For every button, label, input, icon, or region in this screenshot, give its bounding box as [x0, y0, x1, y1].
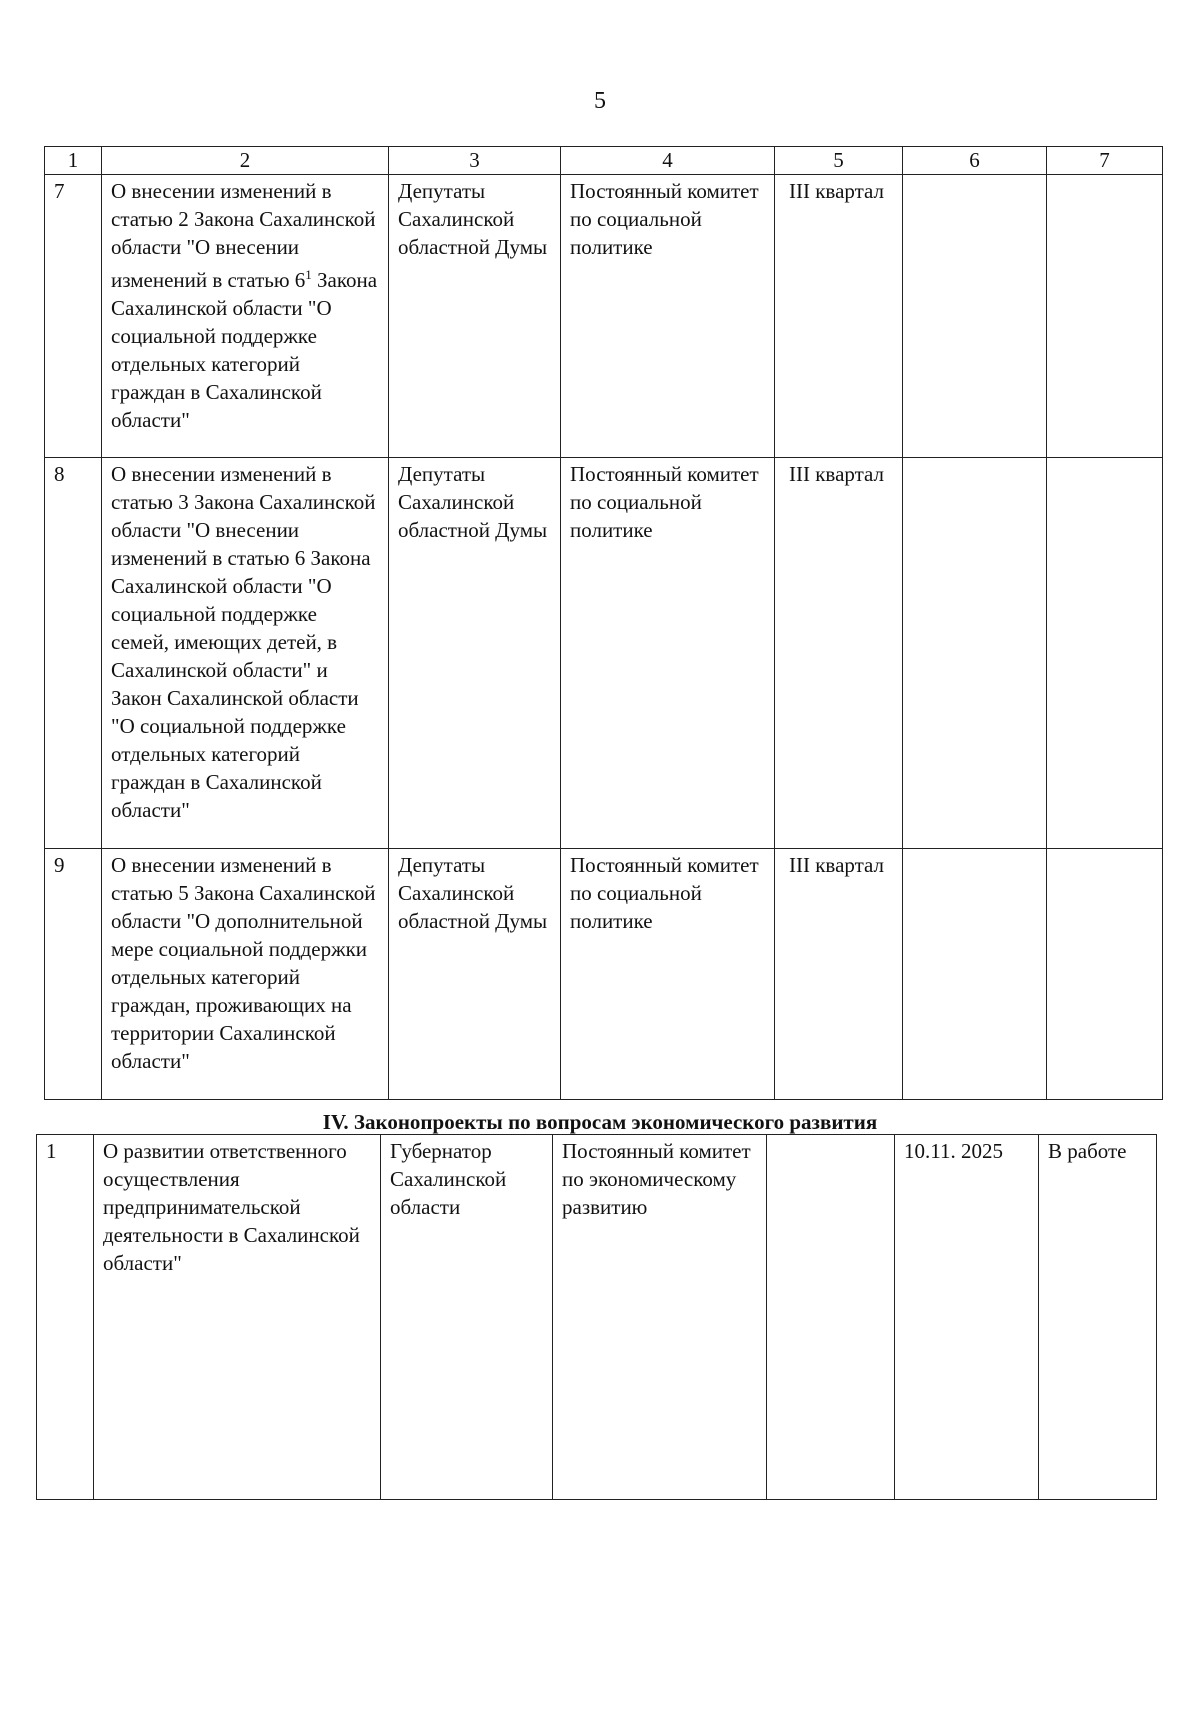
header-cell: 6 — [903, 147, 1047, 175]
table-row — [45, 849, 1163, 1100]
row-number: 7 — [45, 175, 102, 458]
economic-bills-table — [36, 1134, 1157, 1500]
status — [1047, 849, 1163, 1100]
row-number: 8 — [45, 458, 102, 849]
date — [903, 849, 1047, 1100]
date — [903, 458, 1047, 849]
committee: Постоянный комитет по социальной политике — [561, 458, 775, 849]
bill-title: О внесении изменений в статью 3 Закона Сахалинской области "О внесении изменений в статью 6 Закона Сахалинской области "О социальной поддержке семей, имеющих детей, в Сахалинской области" и Закон Сахалинской области "О социальной поддержке отдельных категорий граждан в Сахалинской области" — [102, 458, 389, 849]
row-number: 1 — [37, 1135, 94, 1500]
initiator: Депутаты Сахалинской областной Думы — [389, 458, 561, 849]
header-cell: 3 — [389, 147, 561, 175]
initiator: Депутаты Сахалинской областной Думы — [389, 175, 561, 458]
committee: Постоянный комитет по экономическому развитию — [553, 1135, 767, 1500]
table-row — [37, 1135, 1157, 1500]
row-number: 9 — [45, 849, 102, 1100]
table-row — [45, 458, 1163, 849]
initiator: Губернатор Сахалинской области — [381, 1135, 553, 1500]
header-cell: 4 — [561, 147, 775, 175]
status — [1047, 175, 1163, 458]
page-number: 5 — [594, 88, 606, 114]
header-cell: 1 — [45, 147, 102, 175]
date: 10.11. 2025 — [895, 1135, 1039, 1500]
bills-table — [44, 146, 1163, 1100]
period: III квартал — [775, 849, 903, 1100]
period: III квартал — [775, 175, 903, 458]
table-row — [45, 175, 1163, 458]
header-cell: 7 — [1047, 147, 1163, 175]
header-cell: 5 — [775, 147, 903, 175]
date — [903, 175, 1047, 458]
status — [1047, 458, 1163, 849]
bill-title: О внесении изменений в статью 2 Закона Сахалинской области "О внесении изменений в статью $6^1$ Закона Сахалинской области "О социальной поддержке отдельных категорий граждан в Сахалинской области" — [102, 175, 389, 458]
status: В работе — [1039, 1135, 1157, 1500]
initiator: Депутаты Сахалинской областной Думы — [389, 849, 561, 1100]
bill-title: О внесении изменений в статью 5 Закона Сахалинской области "О дополнительной мере социальной поддержки отдельных категорий граждан, проживающих на территории Сахалинской области" — [102, 849, 389, 1100]
period: III квартал — [775, 458, 903, 849]
bill-title: О развитии ответственного осуществления предпринимательской деятельности в Сахалинской области" — [94, 1135, 381, 1500]
section-title: IV. Законопроекты по вопросам экономического развития — [322, 1110, 878, 1134]
period — [767, 1135, 895, 1500]
committee: Постоянный комитет по социальной политике — [561, 849, 775, 1100]
header-cell: 2 — [102, 147, 389, 175]
committee: Постоянный комитет по социальной политике — [561, 175, 775, 458]
table-header-row — [45, 147, 1163, 175]
